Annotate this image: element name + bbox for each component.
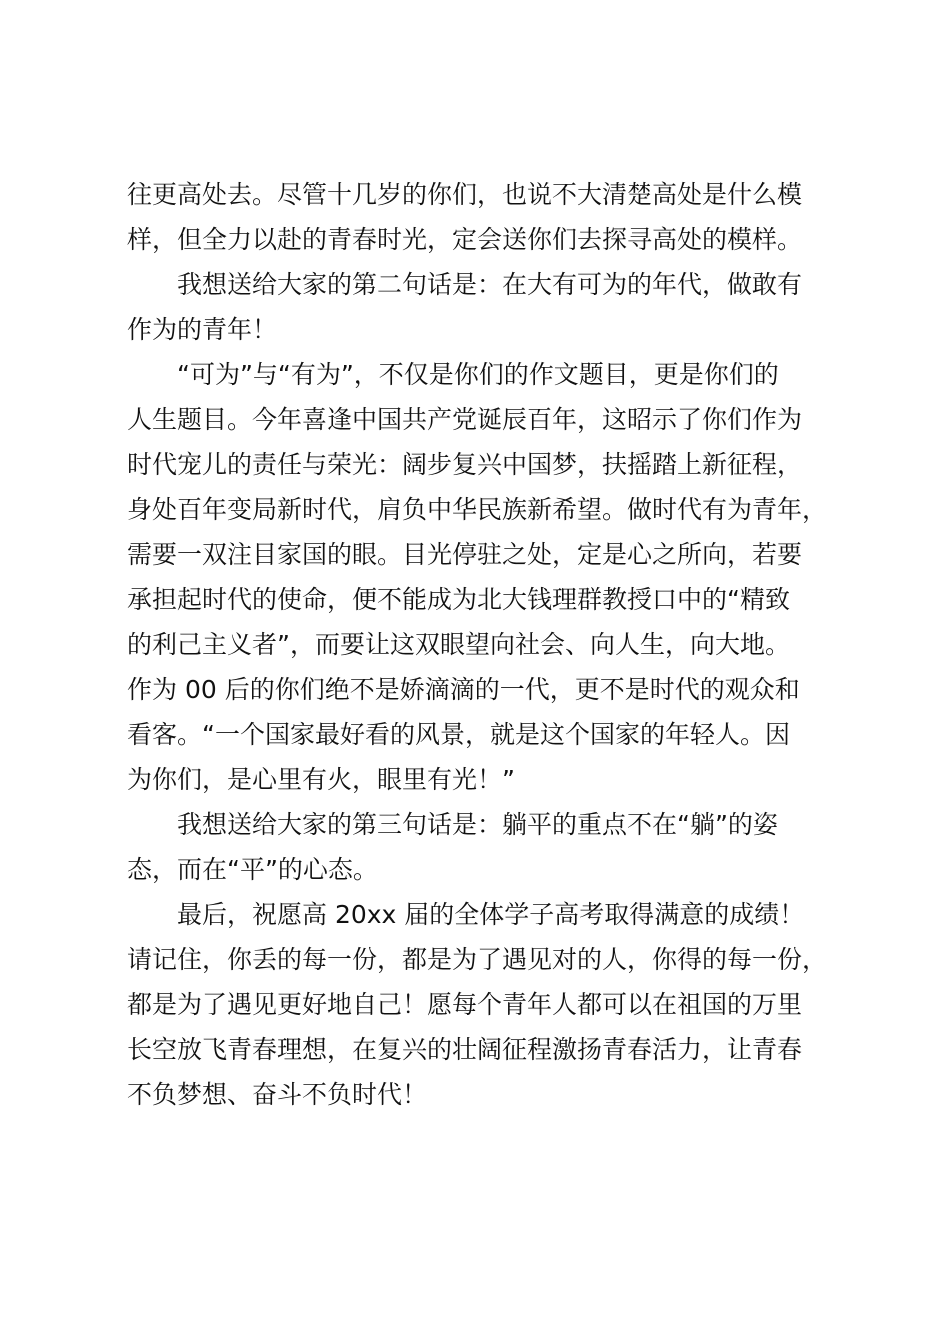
text-line: 最后，祝愿高 20xx 届的全体学子高考取得满意的成绩！ <box>177 900 805 929</box>
text-line: 为你们，是心里有火，眼里有光！” <box>127 765 515 794</box>
body-text <box>127 172 837 1117</box>
text-line: 看客。“一个国家最好看的风景，就是这个国家的年轻人。因 <box>127 720 790 749</box>
text-line: 人生题目。今年喜逢中国共产党诞辰百年，这昭示了你们作为 <box>127 405 803 434</box>
text-line: 往更高处去。尽管十几岁的你们，也说不大清楚高处是什么模 <box>127 180 803 209</box>
text-line: 长空放飞青春理想，在复兴的壮阔征程激扬青春活力，让青春 <box>127 1035 803 1064</box>
text-line: 样，但全力以赴的青春时光，定会送你们去探寻高处的模样。 <box>127 225 803 254</box>
text-line: “可为”与“有为”，不仅是你们的作文题目，更是你们的 <box>177 360 779 389</box>
text-line: 我想送给大家的第二句话是：在大有可为的年代，做敢有 <box>177 270 803 299</box>
text-line: 身处百年变局新时代，肩负中华民族新希望。做时代有为青年， <box>127 495 828 524</box>
text-line: 不负梦想、奋斗不负时代！ <box>127 1080 428 1109</box>
paragraph <box>127 172 837 262</box>
text-line: 的利己主义者”，而要让这双眼望向社会、向人生，向大地。 <box>127 630 790 659</box>
text-line: 作为的青年！ <box>127 315 278 344</box>
text-line: 作为 00 后的你们绝不是娇滴滴的一代，更不是时代的观众和 <box>127 675 800 704</box>
text-line: 请记住，你丢的每一份，都是为了遇见对的人，你得的每一份， <box>127 945 828 974</box>
paragraph <box>127 802 837 892</box>
text-line: 都是为了遇见更好地自己！愿每个青年人都可以在祖国的万里 <box>127 990 803 1019</box>
paragraph <box>127 262 837 352</box>
paragraph <box>127 892 837 1117</box>
text-line: 承担起时代的使命，便不能成为北大钱理群教授口中的“精致 <box>127 585 790 614</box>
paragraph <box>127 352 837 802</box>
text-line: 时代宠儿的责任与荣光：阔步复兴中国梦，扶摇踏上新征程， <box>127 450 803 479</box>
text-line: 需要一双注目家国的眼。目光停驻之处，定是心之所向，若要 <box>127 540 803 569</box>
text-line: 态，而在“平”的心态。 <box>127 855 378 884</box>
text-line: 我想送给大家的第三句话是：躺平的重点不在“躺”的姿 <box>177 810 778 839</box>
